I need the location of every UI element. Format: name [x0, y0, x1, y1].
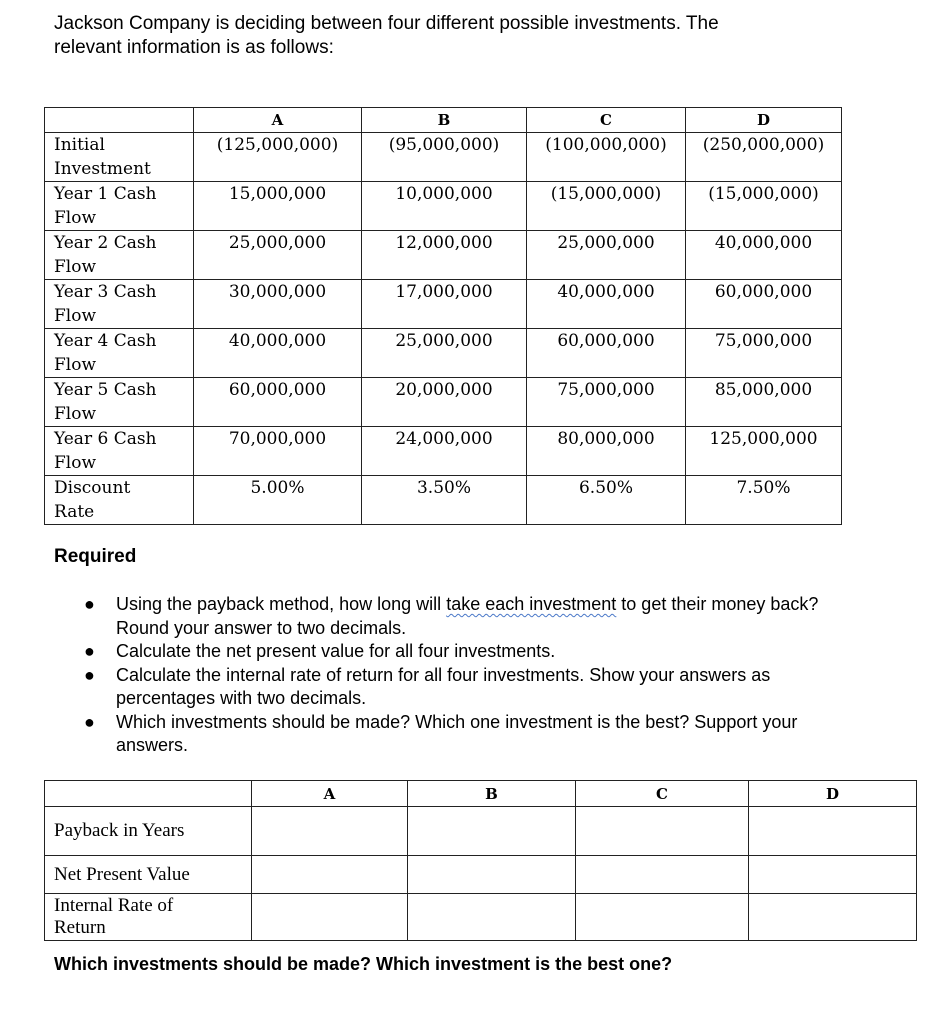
cell-c: 75,000,000 [527, 378, 686, 427]
cell-a: 40,000,000 [194, 329, 362, 378]
row-label-line: Flow [54, 453, 97, 473]
table-header-row [45, 108, 842, 133]
header-b: B [408, 781, 576, 807]
table-row [45, 182, 842, 231]
cell-d: 7.50% [686, 476, 842, 525]
intro-line-1: Jackson Company is deciding between four different possible investments. The [54, 13, 719, 34]
header-a: A [252, 781, 408, 807]
row-label-line: Flow [54, 306, 97, 326]
table-row [45, 329, 842, 378]
cell-b: (95,000,000) [362, 133, 527, 182]
header-d: D [749, 781, 917, 807]
row-label-line: Return [54, 917, 106, 938]
header-c: C [527, 108, 686, 133]
item-text: Calculate the internal rate of return for all four investments. Show your answers as percentages with two decimals. [116, 664, 771, 708]
row-label [45, 231, 194, 280]
bullet-icon: ● [84, 641, 95, 661]
cell-b: 24,000,000 [362, 427, 527, 476]
spellcheck-flagged-text: take each investment [446, 594, 617, 614]
cell-d: 60,000,000 [686, 280, 842, 329]
answer-cell-d[interactable] [749, 894, 917, 941]
bullet-icon: ● [84, 664, 95, 685]
row-label-line: Flow [54, 208, 97, 228]
table-row [45, 378, 842, 427]
row-label-line: Flow [54, 355, 97, 375]
header-blank [45, 781, 252, 807]
row-label-line: Year 5 Cash [54, 380, 157, 400]
item-text: Using the payback method, how long will [116, 594, 447, 614]
row-label-line: Year 6 Cash [54, 429, 157, 449]
cell-c: 25,000,000 [527, 231, 686, 280]
answer-cell-c[interactable] [576, 894, 749, 941]
row-label [45, 133, 194, 182]
answer-cell-a[interactable] [252, 894, 408, 941]
row-label-line: Investment [54, 159, 151, 179]
table-header-row [45, 781, 917, 807]
table-row [45, 807, 917, 856]
row-label-line: Year 1 Cash [54, 184, 157, 204]
cell-d: (15,000,000) [686, 182, 842, 231]
row-label-line: Year 4 Cash [54, 331, 157, 351]
row-label [45, 476, 194, 525]
row-label [45, 427, 194, 476]
row-label-line: Year 3 Cash [54, 282, 157, 302]
table-row [45, 894, 917, 941]
row-label-line: Flow [54, 404, 97, 424]
answer-cell-c[interactable] [576, 807, 749, 856]
table-row [45, 476, 842, 525]
cell-b: 12,000,000 [362, 231, 527, 280]
bullet-icon: ● [84, 711, 95, 732]
row-label-line: Year 2 Cash [54, 233, 157, 253]
row-label [45, 280, 194, 329]
intro-paragraph [54, 12, 854, 60]
row-label: Payback in Years [45, 807, 252, 856]
row-label-line: Discount [54, 478, 131, 498]
cell-b: 25,000,000 [362, 329, 527, 378]
header-blank [45, 108, 194, 133]
cell-a: 15,000,000 [194, 182, 362, 231]
answer-cell-a[interactable] [252, 856, 408, 894]
cell-d: (250,000,000) [686, 133, 842, 182]
row-label [45, 894, 252, 941]
cell-d: 125,000,000 [686, 427, 842, 476]
cell-c: 6.50% [527, 476, 686, 525]
cell-d: 75,000,000 [686, 329, 842, 378]
answer-cell-b[interactable] [408, 894, 576, 941]
investment-table [44, 107, 842, 525]
bullet-icon: ● [84, 594, 95, 614]
header-a: A [194, 108, 362, 133]
cell-a: 30,000,000 [194, 280, 362, 329]
table-row [45, 280, 842, 329]
cell-a: 60,000,000 [194, 378, 362, 427]
cell-b: 10,000,000 [362, 182, 527, 231]
list-item [84, 593, 844, 640]
cell-b: 3.50% [362, 476, 527, 525]
item-text: to get their money back? Round your answer to two decimals. [116, 594, 819, 638]
cell-a: 70,000,000 [194, 427, 362, 476]
cell-c: 60,000,000 [527, 329, 686, 378]
answer-cell-d[interactable] [749, 856, 917, 894]
table-row [45, 427, 842, 476]
item-text: Calculate the net present value for all four investments. [116, 641, 556, 661]
answer-cell-a[interactable] [252, 807, 408, 856]
header-c: C [576, 781, 749, 807]
header-d: D [686, 108, 842, 133]
cell-a: 5.00% [194, 476, 362, 525]
table-row [45, 231, 842, 280]
required-heading: Required [54, 546, 137, 567]
cell-b: 20,000,000 [362, 378, 527, 427]
cell-d: 40,000,000 [686, 231, 842, 280]
cell-c: 80,000,000 [527, 427, 686, 476]
row-label-line: Initial [54, 135, 105, 155]
answer-table [44, 780, 917, 941]
item-text: Which investments should be made? Which one investment is the best? Support your answers. [116, 711, 798, 755]
row-label-line: Rate [54, 502, 95, 522]
table-row [45, 133, 842, 182]
list-item [84, 640, 844, 664]
cell-c: (100,000,000) [527, 133, 686, 182]
cell-c: (15,000,000) [527, 182, 686, 231]
answer-cell-b[interactable] [408, 856, 576, 894]
intro-line-2: relevant information is as follows: [54, 37, 334, 58]
row-label: Net Present Value [45, 856, 252, 894]
row-label [45, 329, 194, 378]
list-item [84, 664, 844, 711]
cell-a: (125,000,000) [194, 133, 362, 182]
cell-d: 85,000,000 [686, 378, 842, 427]
cell-a: 25,000,000 [194, 231, 362, 280]
list-item [84, 711, 844, 758]
answer-cell-c[interactable] [576, 856, 749, 894]
answer-cell-b[interactable] [408, 807, 576, 856]
answer-cell-d[interactable] [749, 807, 917, 856]
row-label-line: Internal Rate of [54, 895, 174, 916]
row-label [45, 182, 194, 231]
table-row [45, 856, 917, 894]
header-b: B [362, 108, 527, 133]
cell-c: 40,000,000 [527, 280, 686, 329]
row-label-line: Flow [54, 257, 97, 277]
closing-question: Which investments should be made? Which investment is the best one? [54, 954, 673, 974]
cell-b: 17,000,000 [362, 280, 527, 329]
row-label [45, 378, 194, 427]
requirements-list [84, 593, 844, 758]
